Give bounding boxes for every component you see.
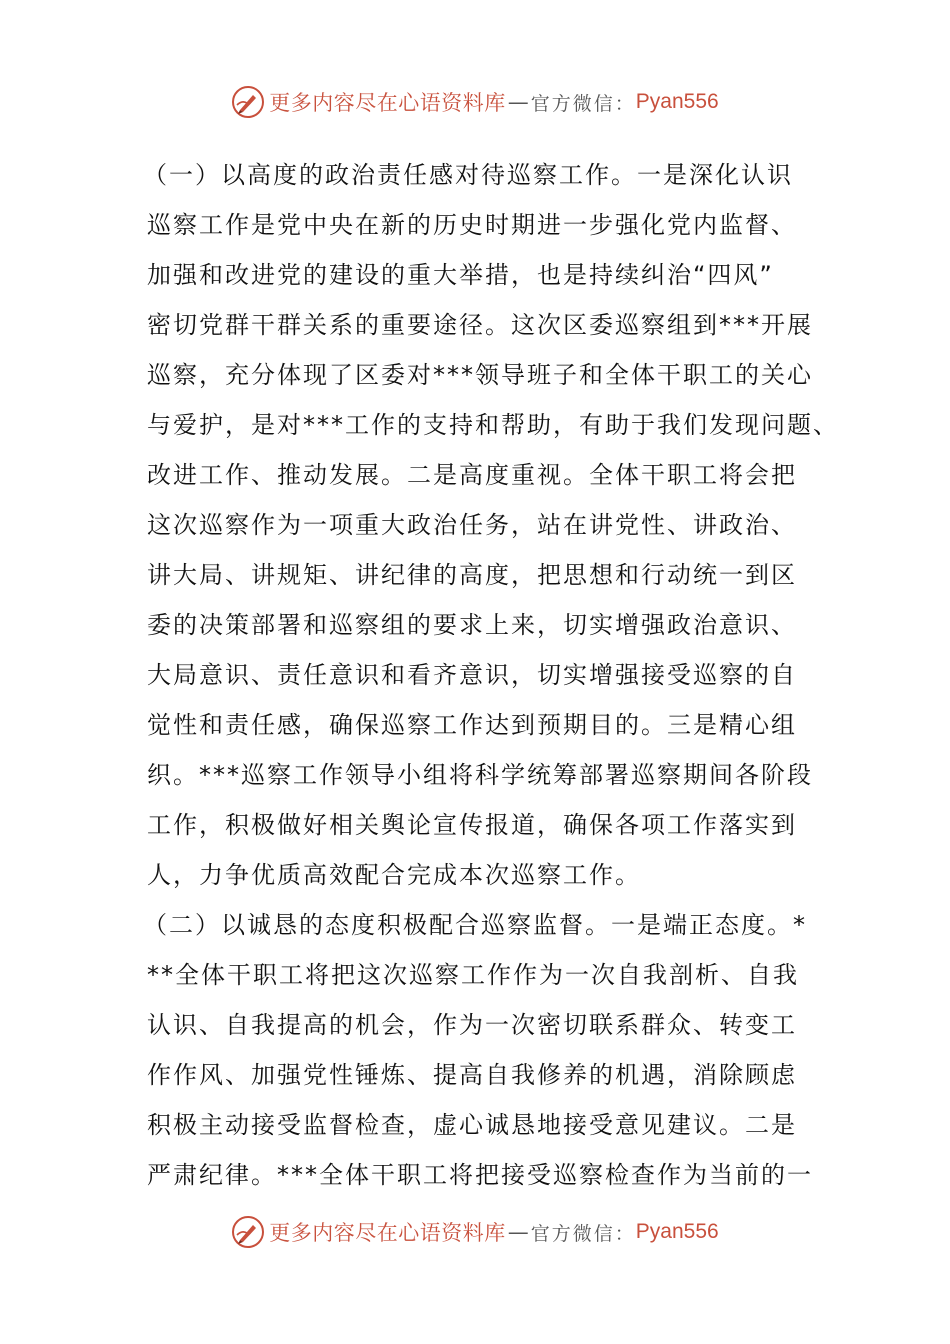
title-separator: — [507,1220,529,1244]
text-line: **全体干职工将把这次巡察工作作为一次自我剖析、自我 [147,961,799,989]
text-line: 织。***巡察工作领导小组将科学统筹部署巡察期间各阶段 [147,761,813,789]
text-line: 巡察工作是党中央在新的历史时期进一步强化党内监督、 [147,211,797,239]
text-line: 人，力争优质高效配合完成本次巡察工作。 [147,861,641,889]
site-title: 更多内容尽在心语资料库 [269,1221,506,1245]
text-line: 加强和改进党的建设的重大举措，也是持续纠治“四风” [147,261,774,289]
text-line: 认识、自我提高的机会，作为一次密切联系群众、转变工 [147,1011,797,1039]
wechat-label: 官方微信： [530,1222,636,1245]
text-line: 工作，积极做好相关舆论宣传报道，确保各项工作落实到 [147,811,797,839]
text-line: （一）以高度的政治责任感对待巡察工作。一是深化认识 [143,161,793,189]
wechat-id: Pyan556 [635,90,719,113]
text-line: （二）以诚恳的态度积极配合巡察监督。一是端正态度。* [143,911,807,939]
wechat-id: Pyan556 [635,1220,719,1243]
pen-logo-icon [231,85,265,119]
text-line: 与爱护，是对***工作的支持和帮助，有助于我们发现问题、 [147,411,839,439]
text-line: 大局意识、责任意识和看齐意识，切实增强接受巡察的自 [147,661,797,689]
title-separator: — [507,90,529,114]
site-title: 更多内容尽在心语资料库 [269,91,506,115]
text-line: 这次巡察作为一项重大政治任务，站在讲党性、讲政治、 [147,511,797,539]
text-line: 积极主动接受监督检查，虚心诚恳地接受意见建议。二是 [147,1111,797,1139]
text-line: 密切党群干群关系的重要途径。这次区委巡察组到***开展 [147,311,813,339]
text-line: 作作风、加强党性锤炼、提高自我修养的机遇，消除顾虑 [147,1061,797,1089]
text-line: 觉性和责任感，确保巡察工作达到预期目的。三是精心组 [147,711,797,739]
text-line: 改进工作、推动发展。二是高度重视。全体干职工将会把 [147,461,797,489]
header-banner [0,82,950,122]
text-line: 严肃纪律。***全体干职工将把接受巡察检查作为当前的一 [147,1161,813,1189]
text-line: 委的决策部署和巡察组的要求上来，切实增强政治意识、 [147,611,797,639]
footer-banner [0,1212,950,1252]
text-line: 讲大局、讲规矩、讲纪律的高度，把思想和行动统一到区 [147,561,797,589]
pen-logo-icon [231,1215,265,1249]
wechat-label: 官方微信： [530,92,636,115]
text-line: 巡察，充分体现了区委对***领导班子和全体干职工的关心 [147,361,813,389]
document-body [143,150,839,1200]
